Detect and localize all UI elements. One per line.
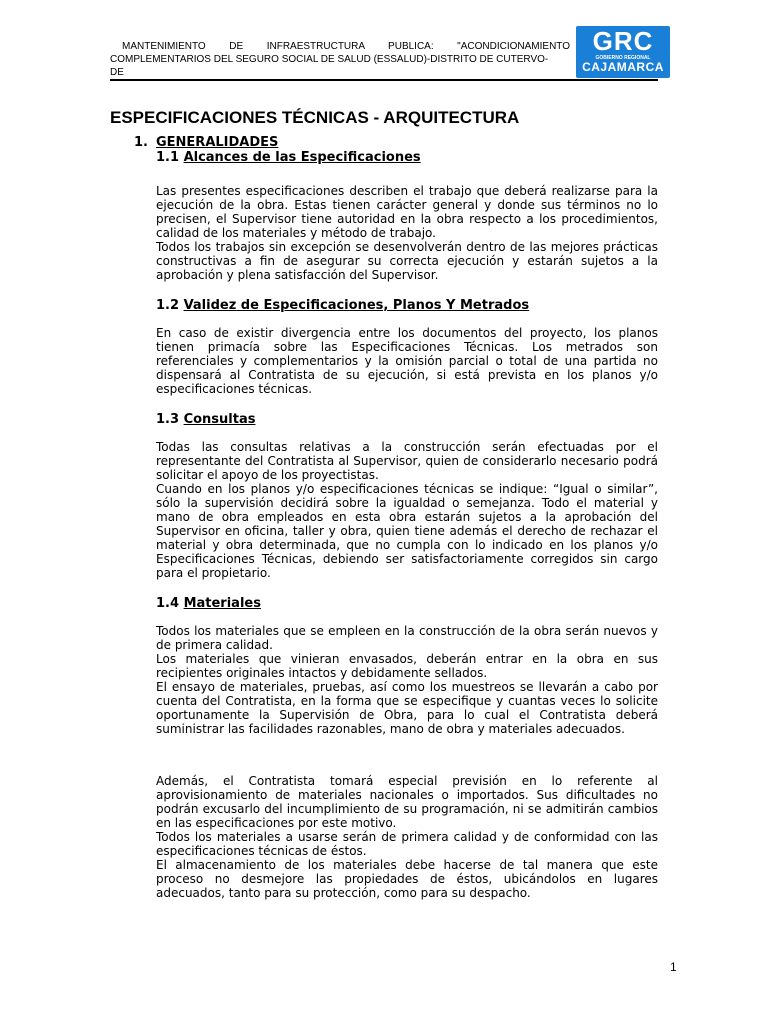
section-number: 1. (134, 135, 148, 150)
section-title: GENERALIDADES (156, 135, 279, 150)
paragraph: El ensayo de materiales, pruebas, así como los muestreos se llevarán a cabo por cuenta del Contratista, en la forma que se especifique y cuantas veces lo solicite oportunamente la Supervisión de Obra, para lo cual el Contratista deberá suministrar las facilidades razonables, mano de obra y materiales adecuados. (156, 680, 658, 736)
subsection-number: 1.2 (156, 298, 180, 313)
subsection-1-1-heading (156, 150, 421, 165)
paragraph: Todos los trabajos sin excepción se desenvolverán dentro de las mejores prácticas constructivas a fin de asegurar su correcta ejecución y estarán sujetos a la aprobación y plena satisfacción del Supervisor. (156, 240, 658, 282)
paragraph: Todos los materiales a usarse serán de primera calidad y de conformidad con las especificaciones técnicas de éstos. (156, 830, 658, 858)
header-line-2: COMPLEMENTARIOS DEL SEGURO SOCIAL DE SALUD (ESSALUD)-DISTRITO DE CUTERVO- (110, 54, 549, 65)
paragraph: Todas las consultas relativas a la construcción serán efectuadas por el representante del Contratista al Supervisor, quien de considerarlo necesario podrá solicitar el apoyo de los proyectistas. (156, 440, 658, 482)
subsection-1-2-body (156, 326, 658, 396)
header-line-1: MANTENIMIENTO DE INFRAESTRUCTURA PUBLICA: "ACONDICIONAMIENTO (122, 41, 570, 52)
gobierno-regional-logo (576, 26, 670, 78)
subsection-number: 1.3 (156, 412, 180, 427)
page-number: 1 (670, 960, 677, 974)
logo-line-1: GOBIERNO REGIONAL (595, 55, 651, 61)
subsection-1-3-body (156, 440, 658, 580)
logo-acronym: GRC (592, 26, 654, 56)
subsection-1-4-body-b (156, 774, 658, 900)
paragraph: Además, el Contratista tomará especial previsión en lo referente al aprovisionamiento de materiales nacionales o importados. Sus dificultades no podrán excusarlo del incumplimiento de su programación, ni se admitirán cambios en las especificaciones por este motivo. (156, 774, 658, 830)
page-title: ESPECIFICACIONES TÉCNICAS - ARQUITECTURA (110, 108, 520, 127)
header-line-3: DE (110, 67, 124, 78)
subsection-title: Consultas (183, 412, 256, 427)
paragraph: Las presentes especificaciones describen el trabajo que deberá realizarse para la ejecución de la obra. Estas tienen carácter general y donde sus términos no lo precisen, el Supervisor tiene autoridad en la obra respecto a los procedimientos, calidad de los materiales y método de trabajo. (156, 184, 658, 240)
subsection-number: 1.1 (156, 150, 180, 165)
paragraph: Todos los materiales que se empleen en la construcción de la obra serán nuevos y de primera calidad. (156, 624, 658, 652)
subsection-1-1-body (156, 184, 658, 282)
section-1-heading (134, 135, 278, 150)
subsection-1-3-heading (156, 412, 255, 427)
paragraph: Cuando en los planos y/o especificaciones técnicas se indique: “Igual o similar”, sólo la supervisión decidirá sobre la igualdad o semejanza. Todo el material y mano de obra empleados en esta obra estarán sujetos a la aprobación del Supervisor en oficina, taller y obra, quien tiene además el derecho de rechazar el material y obra determinada, que no cumpla con lo indicado en los planos y/o Especificaciones Técnicas, debiendo ser satisfactoriamente corregidos sin cargo para el propietario. (156, 482, 658, 580)
subsection-number: 1.4 (156, 596, 180, 611)
subsection-title: Alcances de las Especificaciones (183, 150, 421, 165)
subsection-1-2-heading (156, 298, 529, 313)
header-divider (110, 79, 658, 81)
logo-line-2: CAJAMARCA (582, 60, 664, 74)
paragraph: En caso de existir divergencia entre los documentos del proyecto, los planos tienen primacía sobre las Especificaciones Técnicas. Los metrados son referenciales y complementarios y la omisión parcial o total de una partida no dispensará al Contratista de su ejecución, si está prevista en los planos y/o especificaciones técnicas. (156, 326, 658, 396)
paragraph: Los materiales que vinieran envasados, deberán entrar en la obra en sus recipientes originales intactos y debidamente sellados. (156, 652, 658, 680)
subsection-title: Validez de Especificaciones, Planos Y Metrados (183, 298, 530, 313)
subsection-1-4-body-a (156, 624, 658, 736)
page-header (110, 40, 570, 79)
subsection-title: Materiales (183, 596, 261, 611)
paragraph: El almacenamiento de los materiales debe hacerse de tal manera que este proceso no desmejore las propiedades de éstos, ubicándolos en lugares adecuados, tanto para su protección, como para su despacho. (156, 858, 658, 900)
subsection-1-4-heading (156, 596, 261, 611)
